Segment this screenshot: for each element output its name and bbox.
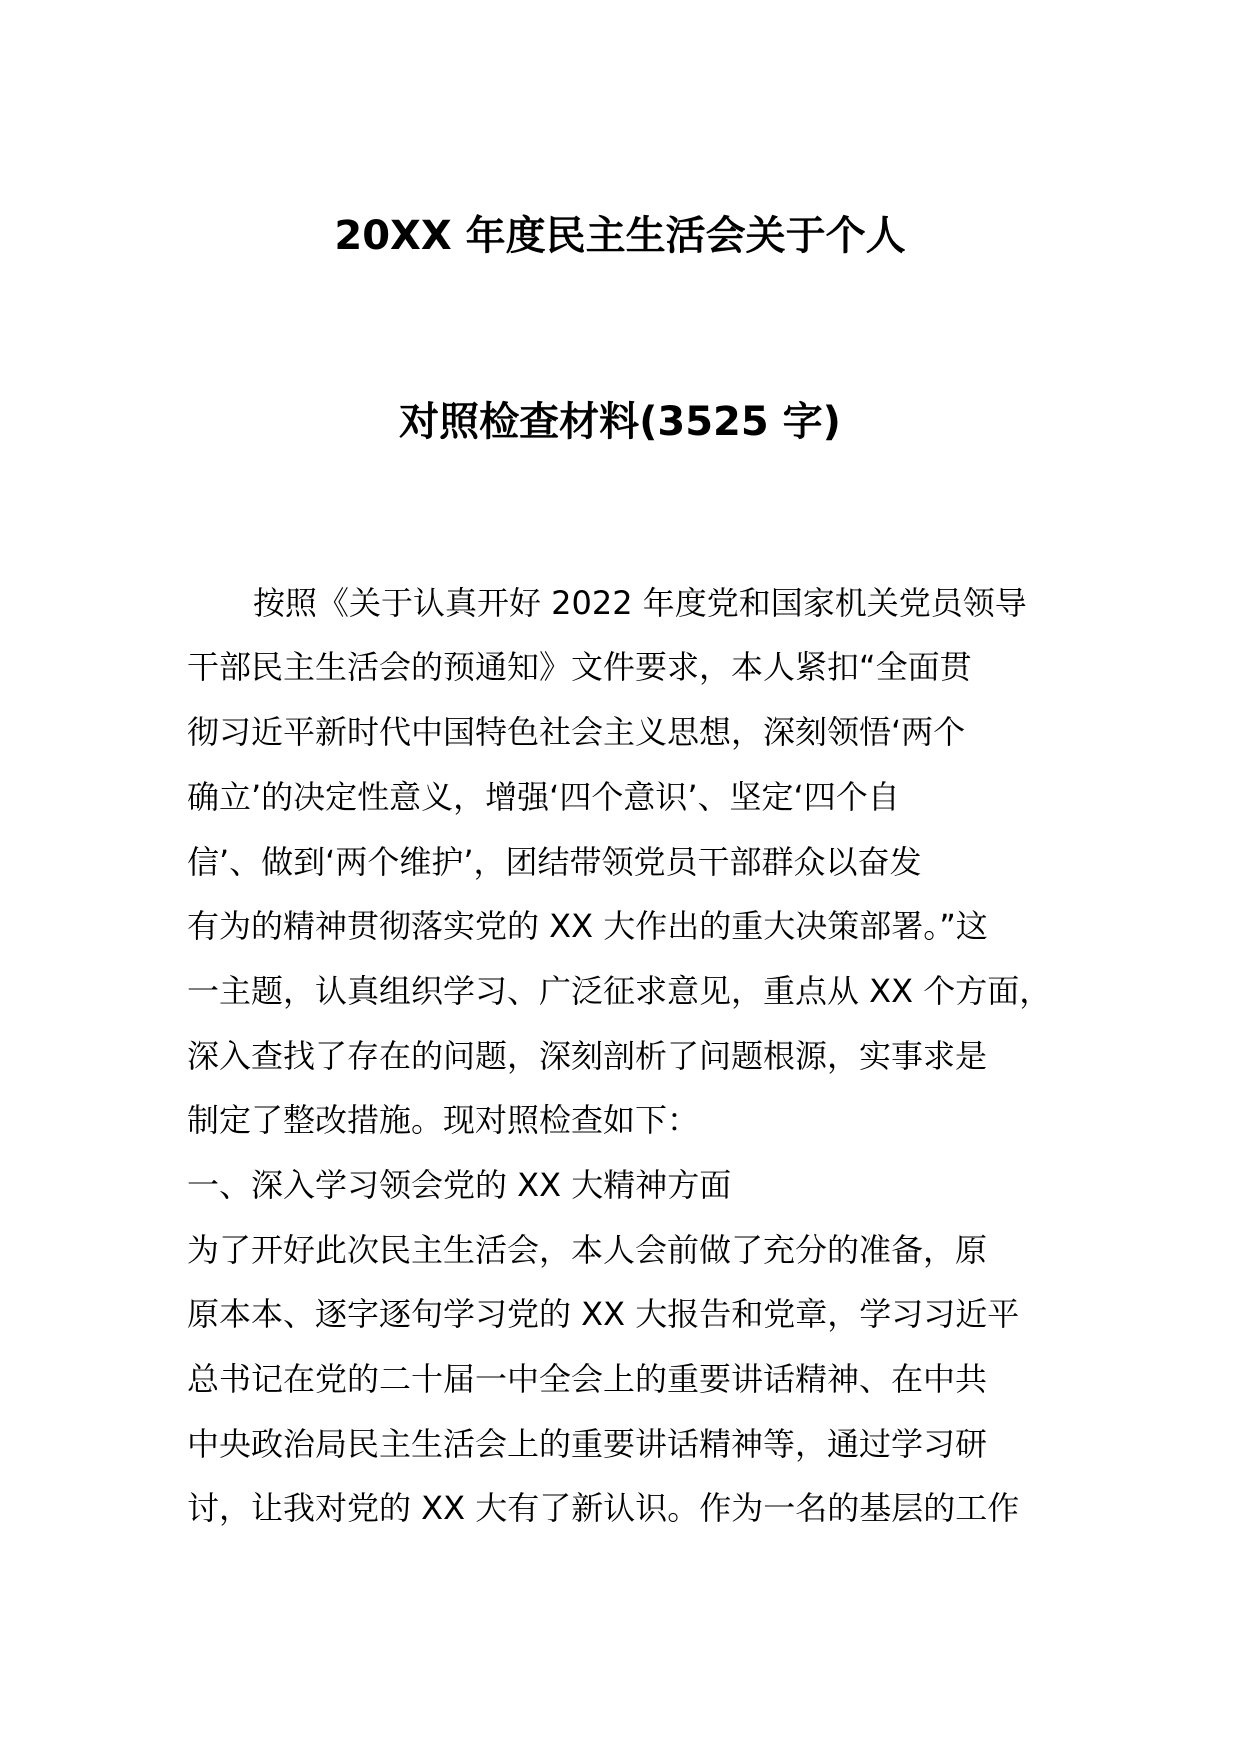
body-line-15: 讨，让我对党的 XX 大有了新认识。作为一名的基层的工作: [187, 1489, 1020, 1527]
document-title-line-2: 对照检查材料(3525 字): [399, 399, 841, 445]
body-line-13: 总书记在党的二十届一中全会上的重要讲话精神、在中共: [187, 1360, 988, 1398]
body-line-4: 确立’的决定性意义，增强‘四个意识’、坚定‘四个自: [187, 778, 900, 816]
body-line-5: 信’、做到‘两个维护’，团结带领党员干部群众以奋发: [187, 843, 922, 881]
body-line-2: 干部民主生活会的预通知》文件要求，本人紧扣“全面贯: [187, 648, 972, 686]
document-title-line-1: 20XX 年度民主生活会关于个人: [334, 213, 906, 259]
body-line-9: 制定了整改措施。现对照检查如下：: [187, 1101, 700, 1139]
body-line-6: 有为的精神贯彻落实党的 XX 大作出的重大决策部署。”这: [187, 907, 988, 945]
body-line-11: 为了开好此次民主生活会，本人会前做了充分的准备，原: [187, 1231, 988, 1269]
body-line-14: 中央政治局民主生活会上的重要讲话精神等，通过学习研: [187, 1425, 988, 1463]
body-line-8: 深入查找了存在的问题，深刻剖析了问题根源，实事求是: [187, 1037, 988, 1075]
section-heading-1: 一、深入学习领会党的 XX 大精神方面: [187, 1166, 732, 1204]
body-line-12: 原本本、逐字逐句学习党的 XX 大报告和党章，学习习近平: [187, 1295, 1020, 1333]
body-line-7: 一主题，认真组织学习、广泛征求意见，重点从 XX 个方面，: [187, 972, 1052, 1010]
body-line-1: 按照《关于认真开好 2022 年度党和国家机关党员领导: [253, 584, 1027, 622]
body-line-3: 彻习近平新时代中国特色社会主义思想，深刻领悟‘两个: [187, 713, 966, 751]
